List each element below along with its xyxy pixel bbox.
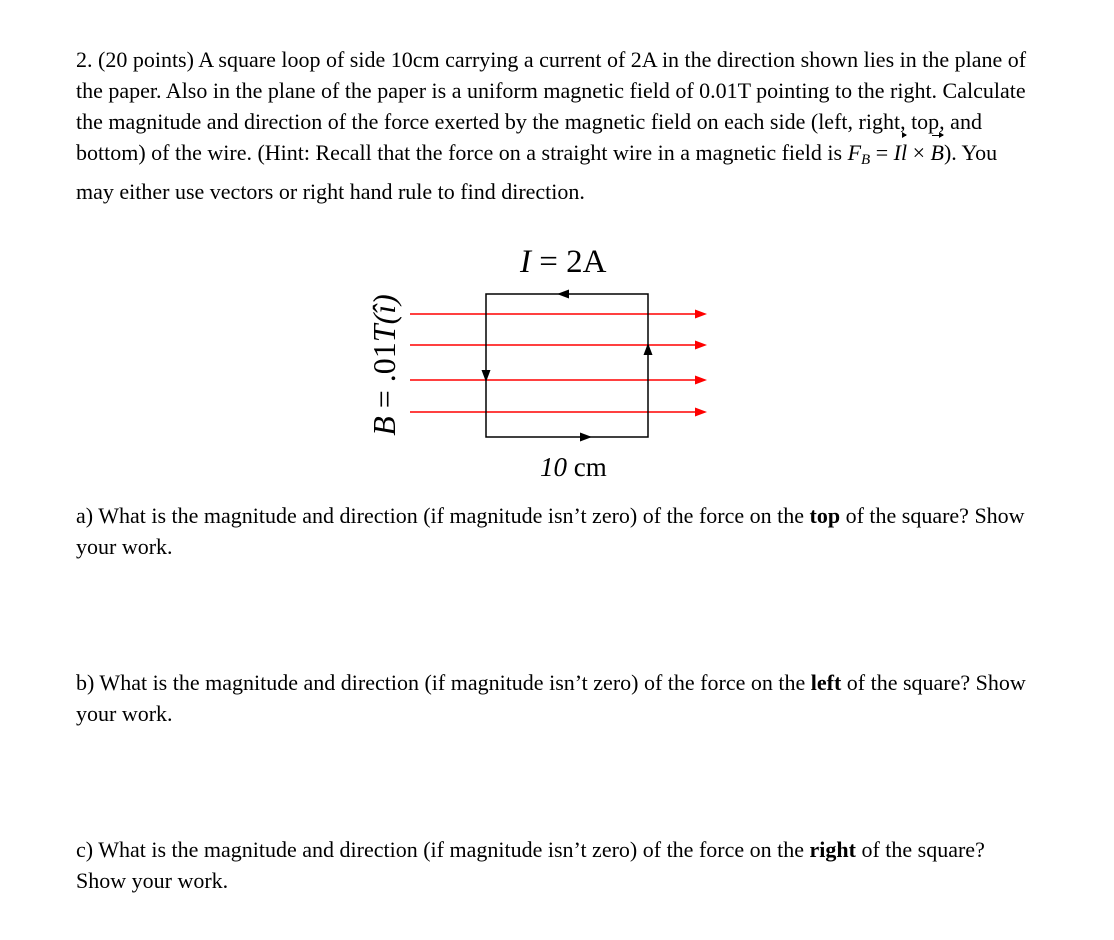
question-c-text-end: of the square? Show your work. — [76, 837, 985, 893]
square-loop — [486, 294, 648, 437]
question-a-emphasis: top — [809, 503, 841, 528]
side-length-label — [540, 451, 607, 483]
field-arrow-head — [695, 341, 707, 350]
question-b — [76, 667, 1036, 729]
field-unit: T — [366, 324, 402, 343]
question-a — [76, 500, 1036, 562]
field-direction: (î) — [366, 294, 402, 325]
current-arrow-bottom-right — [580, 433, 592, 442]
field-arrow-head — [695, 310, 707, 319]
question-b-emphasis: left — [810, 670, 842, 695]
formula-subscript: B — [861, 152, 871, 168]
formula-current: I — [893, 140, 901, 165]
formula-length-vector: l — [901, 137, 907, 168]
field-arrow-head — [695, 408, 707, 417]
problem-number: 2. — [76, 47, 93, 72]
question-a-text: a) What is the magnitude and direction (if magnitude isn’t zero) of the force on the — [76, 503, 810, 528]
magnetic-field-lines — [410, 310, 707, 417]
question-b-text-end: of the square? Show your work. — [76, 670, 1026, 726]
current-value: = 2A — [531, 244, 607, 280]
formula-times: × — [907, 140, 931, 165]
field-value: = .01 — [366, 342, 402, 417]
side-length-unit: cm — [567, 452, 607, 482]
problem-body-end: ). You may either use vectors or right hand rule to find direction. — [76, 140, 998, 204]
question-c-emphasis: right — [809, 837, 856, 862]
field-label — [364, 294, 404, 436]
current-arrow-top-left — [557, 290, 569, 299]
current-label — [520, 242, 606, 282]
problem-body: A square loop of side 10cm carrying a current of 2A in the direction shown lies in the plane of the paper. Also in the plane of the paper is a uniform magnetic field of 0.01T pointing to the right. Calculate the magnitude and direction of the force exerted by the magnetic field on each side (left, right, top, and bottom) of the wire. (Hint: Recall that the force on a straight wire in a magnetic field is — [76, 47, 1027, 165]
formula-equals: = — [870, 140, 894, 165]
formula-field-vector: B — [931, 137, 944, 168]
field-variable: B — [366, 416, 402, 436]
current-arrows — [482, 290, 653, 442]
question-b-text: b) What is the magnitude and direction (if magnitude isn’t zero) of the force on the — [76, 670, 811, 695]
question-c-text: c) What is the magnitude and direction (if magnitude isn’t zero) of the force on the — [76, 837, 810, 862]
question-a-text-end: of the square? Show your work. — [76, 503, 1025, 559]
field-arrow-head — [695, 376, 707, 385]
current-variable: I — [520, 244, 531, 280]
side-length-number: 10 — [540, 452, 567, 482]
question-c — [76, 834, 1036, 896]
formula-force: F — [847, 140, 862, 165]
problem-points: (20 points) — [98, 47, 194, 72]
